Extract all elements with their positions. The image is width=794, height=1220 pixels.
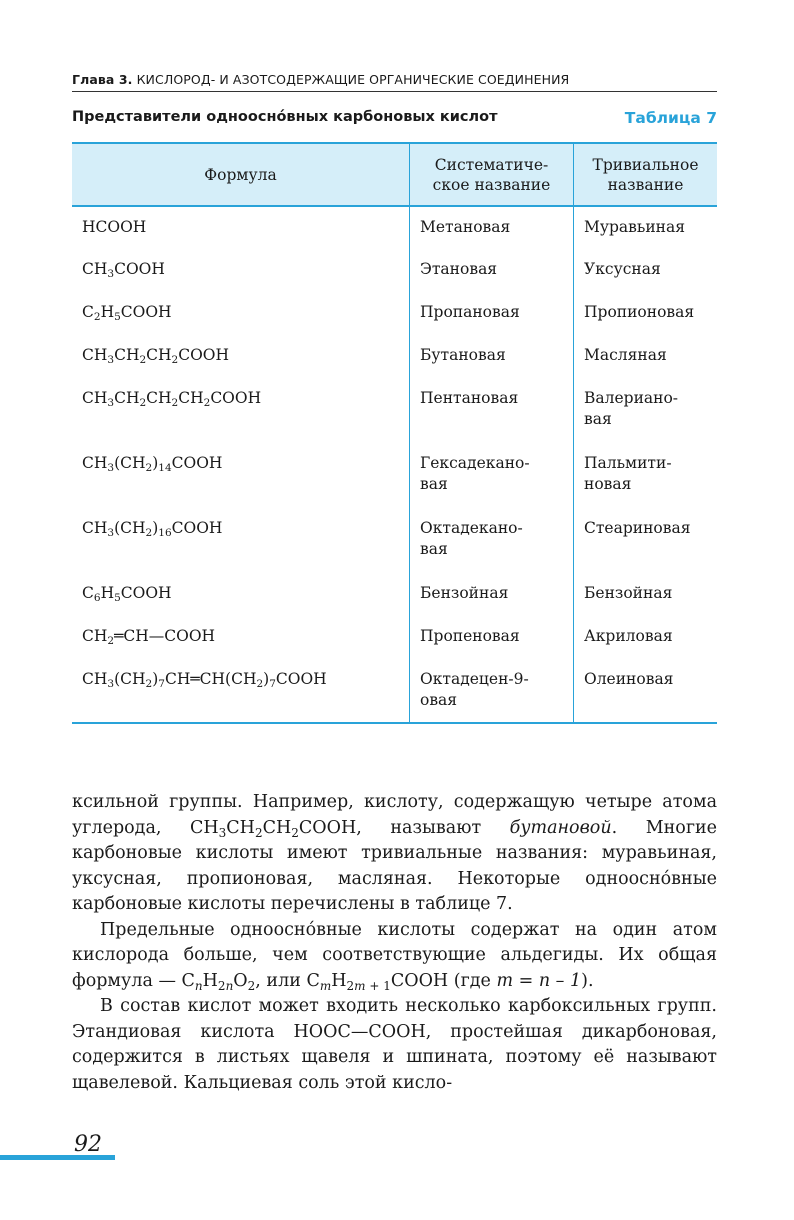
formula-cell: $CH_3(CH_2)_{14}COOH$ — [82, 454, 223, 474]
systematic-name-cell: Октадецен-9- овая — [410, 659, 574, 723]
trivial-name-cell: Пальмити- новая — [584, 454, 672, 493]
trivial-name-cell: Акриловая — [584, 627, 673, 645]
formula-cell: HCOOH — [82, 218, 147, 236]
formula-cell: $C_6H_5COOH$ — [82, 584, 172, 604]
systematic-name-cell: Метановая — [410, 206, 574, 249]
table-row — [72, 378, 717, 443]
chapter-title: КИСЛОРОД- И АЗОТСОДЕРЖАЩИЕ ОРГАНИЧЕСКИЕ СОЕДИНЕНИЯ — [136, 72, 570, 87]
formula-cell: $CH_3CH_2CH_2CH_2COOH$ — [82, 389, 262, 409]
formula-cell: $C_2H_5COOH$ — [82, 303, 172, 323]
formula-cell: $CH_2═CH—COOH$ — [82, 627, 216, 647]
table-title: Представители одноосно́вных карбоновых кислот — [72, 109, 498, 125]
column-header-formula: Формула — [204, 165, 277, 184]
systematic-name-cell: Пентановая — [410, 378, 574, 443]
trivial-name-cell: Уксусная — [584, 260, 661, 278]
table-row — [72, 443, 717, 508]
formula-cell: $CH_3(CH_2)_{16}COOH$ — [82, 519, 223, 539]
trivial-name-cell: Стеариновая — [584, 519, 691, 537]
systematic-name-cell: Пропановая — [410, 292, 574, 335]
table-header-row — [72, 143, 717, 206]
formula-cell: $CH_3COOH$ — [82, 260, 165, 280]
running-head — [72, 72, 717, 92]
trivial-name-cell: Олеиновая — [584, 670, 674, 688]
table-caption — [72, 109, 717, 127]
trivial-name-cell: Валериано- вая — [584, 389, 679, 428]
term-butanoic: бутановой — [509, 817, 612, 838]
paragraph-1: ксильной группы. Например, кислоту, содержащую четыре атома углерода, $CH_3CH_2CH_2COOH$, называют бутановой. Многие карбоновые кислоты имеют тривиальные названия: муравьиная, уксусная, пропионовая, масляная. Некоторые одноосно́вные карбоновые кислоты перечислены в таблице 7. — [72, 792, 718, 914]
formula-butanoic: $CH_3CH_2CH_2COOH$ — [190, 817, 357, 840]
systematic-name-cell: Бутановая — [410, 335, 574, 378]
table-row — [72, 335, 717, 378]
paragraph-2: Предельные одноосно́вные кислоты содержат на один атом кислорода больше, чем соответствующие альдегиды. Их общая формула — $C_nH_{2n}O_2$, или $C_mH_{2m + 1}COOH$ (где m = n – 1). — [72, 919, 717, 993]
chapter-label: Глава 3. — [72, 72, 133, 87]
table-number: Таблица 7 — [624, 109, 717, 127]
formula-cell: $CH_3CH_2CH_2COOH$ — [82, 346, 230, 366]
paragraph-3: В состав кислот может входить несколько карбоксильных групп. Этандиовая кислота HOOC—COOH, простейшая дикарбоновая, содержится в листьях щавеля и шпината, поэтому её называют щавелевой. Кальциевая соль этой кисло- — [72, 996, 717, 1093]
page-number: 92 — [74, 1132, 102, 1157]
formula-cell: $CH_3(CH_2)_7CH═CH(CH_2)_7COOH$ — [82, 670, 327, 690]
formula-general-2: $C_mH_{2m + 1}COOH$ — [306, 970, 449, 993]
trivial-name-cell: Бензойная — [584, 584, 673, 602]
systematic-name-cell: Бензойная — [410, 573, 574, 616]
table-row — [72, 616, 717, 659]
table-row — [72, 508, 717, 573]
body-text — [72, 790, 717, 1096]
systematic-name-cell: Гексадекано- вая — [410, 443, 574, 508]
table-row — [72, 292, 717, 335]
acids-table — [72, 142, 717, 724]
column-header-trivial: Тривиальное название — [592, 155, 699, 194]
systematic-name-cell: Пропеновая — [410, 616, 574, 659]
systematic-name-cell: Этановая — [410, 249, 574, 292]
table-row — [72, 206, 717, 249]
table-row — [72, 249, 717, 292]
trivial-name-cell: Пропионовая — [584, 303, 695, 321]
trivial-name-cell: Масляная — [584, 346, 667, 364]
formula-general-1: $C_nH_{2n}O_2$ — [181, 970, 256, 993]
formula-condition: m = n – 1 — [496, 970, 582, 991]
table-row — [72, 659, 717, 723]
column-header-systematic: Систематиче- ское название — [410, 143, 574, 206]
table-row — [72, 573, 717, 616]
trivial-name-cell: Муравьиная — [584, 218, 685, 236]
systematic-name-cell: Октадекано- вая — [410, 508, 574, 573]
